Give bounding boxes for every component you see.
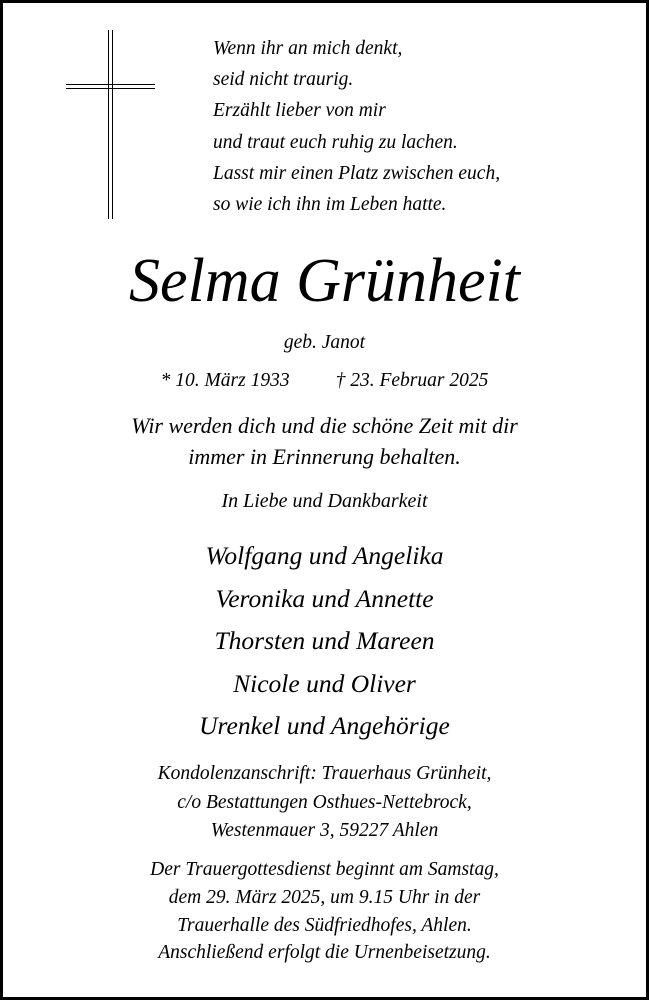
mourner-entry: Nicole und Oliver: [233, 668, 416, 698]
mourner-entry: Wolfgang und Angelika: [205, 541, 444, 570]
poem-line: Erzählt lieber von mir: [213, 100, 386, 122]
deceased-name: Selma Grünheit: [129, 247, 520, 315]
poem-line: Wenn ihr an mich denkt,: [213, 38, 403, 59]
poem-line: so wie ich ihn im Leben hatte.: [213, 193, 447, 215]
mourner-entry: Urenkel und Angehörige: [199, 711, 450, 740]
condolence-address: [3, 760, 646, 846]
poem-line: Lasst mir einen Platz zwischen euch,: [213, 162, 501, 184]
poem-line: seid nicht traurig.: [213, 69, 354, 91]
condolence-line: Westenmauer 3, 59227 Ahlen: [210, 820, 439, 841]
death-date: † 23. Februar 2025: [335, 370, 489, 391]
birth-date: * 10. März 1933: [160, 370, 290, 391]
service-line: dem 29. März 2025, um 9.15 Uhr in der: [168, 886, 481, 908]
mourner-entry: Veronika und Annette: [215, 583, 434, 613]
poem: [213, 33, 500, 220]
message-line: Wir werden dich und die schöne Zeit mit dir: [131, 413, 518, 438]
condolence-line: Kondolenzanschrift: Trauerhaus Grünheit,: [157, 763, 492, 784]
funeral-service-info: [3, 856, 646, 967]
service-line: Trauerhalle des Südfriedhofes, Ahlen.: [177, 914, 472, 936]
service-line: Anschließend erfolgt die Urnenbeisetzung.: [158, 942, 491, 964]
mourner-entry: Thorsten und Mareen: [214, 626, 435, 655]
maiden-name: geb. Janot: [283, 332, 366, 353]
remembrance-message: [3, 410, 646, 472]
life-dates: [3, 369, 646, 393]
poem-line: und traut euch ruhig zu lachen.: [213, 131, 458, 153]
message-line: immer in Erinnerung behalten.: [188, 444, 461, 469]
condolence-line: c/o Bestattungen Osthues-Nettebrock,: [177, 791, 472, 813]
closing-phrase: In Liebe und Dankbarkeit: [221, 490, 428, 512]
service-line: Der Trauergottesdienst beginnt am Samstag,: [150, 859, 499, 880]
mourners-list: [3, 535, 646, 748]
